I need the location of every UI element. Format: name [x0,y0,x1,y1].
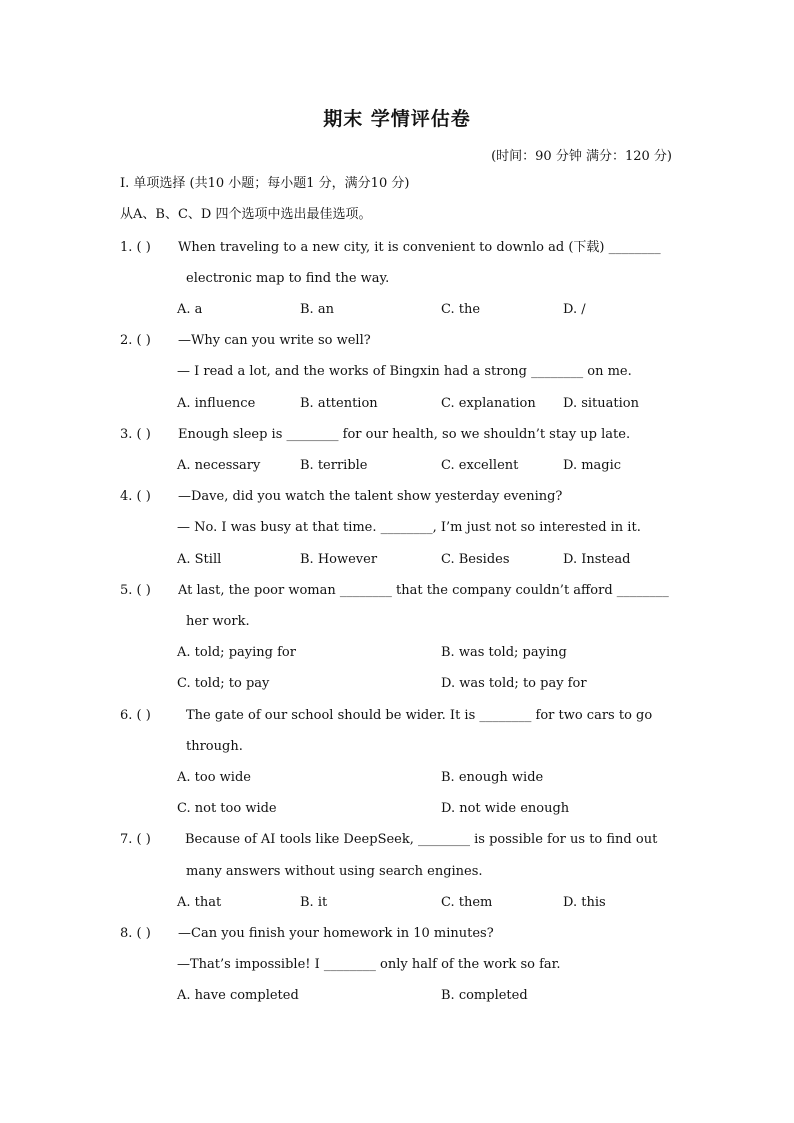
question-text: —Why can you write so well? [178,333,371,348]
page-title: 期末 学情评估卷 [323,108,471,130]
option-c: C. excellent [441,458,519,473]
option-b: B. enough wide [441,770,544,785]
option-b: B. completed [441,988,528,1003]
option-a: A. that [177,895,222,910]
question-number: 4. ( ) [120,489,151,504]
option-a: A. influence [177,396,256,411]
option-b: B. terrible [300,458,368,473]
question-number: 2. ( ) [120,333,151,348]
option-b: B. was told; paying [441,645,567,660]
option-d: D. magic [563,458,622,473]
question-text: —Can you finish your homework in 10 minutes? [178,926,494,941]
question-text: When traveling to a new city, it is convenient to downlo ad (下载) ________ [178,240,661,255]
option-a: A. necessary [177,458,261,473]
section-instruction: 从A、B、C、D 四个选项中选出最佳选项。 [120,207,372,222]
option-a: A. a [177,302,203,317]
option-d: D. was told; to pay for [441,676,587,691]
question-number: 8. ( ) [120,926,151,941]
option-c: C. Besides [441,552,510,567]
question-number: 1. ( ) [120,240,151,255]
question-reply: — I read a lot, and the works of Bingxin had a strong ________ on me. [177,364,632,379]
option-a: A. Still [177,552,222,567]
option-b: B. However [300,552,378,567]
option-c: C. explanation [441,396,536,411]
option-c: C. the [441,302,481,317]
question-number: 6. ( ) [120,708,151,723]
option-c: C. not too wide [177,801,277,816]
option-c: C. told; to pay [177,676,270,691]
question-text: The gate of our school should be wider. It is ________ for two cars to go [186,708,653,723]
question-number: 3. ( ) [120,427,151,442]
question-text: At last, the poor woman ________ that the company couldn’t afford ________ [178,583,669,598]
question-text-continued: her work. [186,614,250,629]
question-text: —Dave, did you watch the talent show yesterday evening? [178,489,563,504]
option-a: A. have completed [177,988,299,1003]
option-a: A. too wide [177,770,251,785]
question-number: 5. ( ) [120,583,151,598]
option-d: D. this [563,895,606,910]
question-number: 7. ( ) [120,832,151,847]
option-c: C. them [441,895,493,910]
question-reply: —That’s impossible! I ________ only half of the work so far. [177,957,561,972]
option-b: B. it [300,895,328,910]
option-b: B. attention [300,396,378,411]
option-d: D. not wide enough [441,801,570,816]
exam-meta: (时间：90 分钟 满分：120 分) [491,149,672,164]
option-b: B. an [300,302,334,317]
option-d: D. situation [563,396,639,411]
section-heading: I. 单项选择 (共10 小题；每小题1 分，满分10 分) [120,176,410,191]
question-text-continued: electronic map to find the way. [186,271,390,286]
question-text-continued: many answers without using search engines. [186,864,483,879]
question-text-continued: through. [186,739,243,754]
option-d: D. / [563,302,586,317]
question-text: Enough sleep is ________ for our health, so we shouldn’t stay up late. [178,427,631,442]
option-a: A. told; paying for [177,645,296,660]
option-d: D. Instead [563,552,631,567]
question-text: Because of AI tools like DeepSeek, ________ is possible for us to find out [185,832,658,847]
question-reply: — No. I was busy at that time. ________, I’m just not so interested in it. [177,520,641,535]
